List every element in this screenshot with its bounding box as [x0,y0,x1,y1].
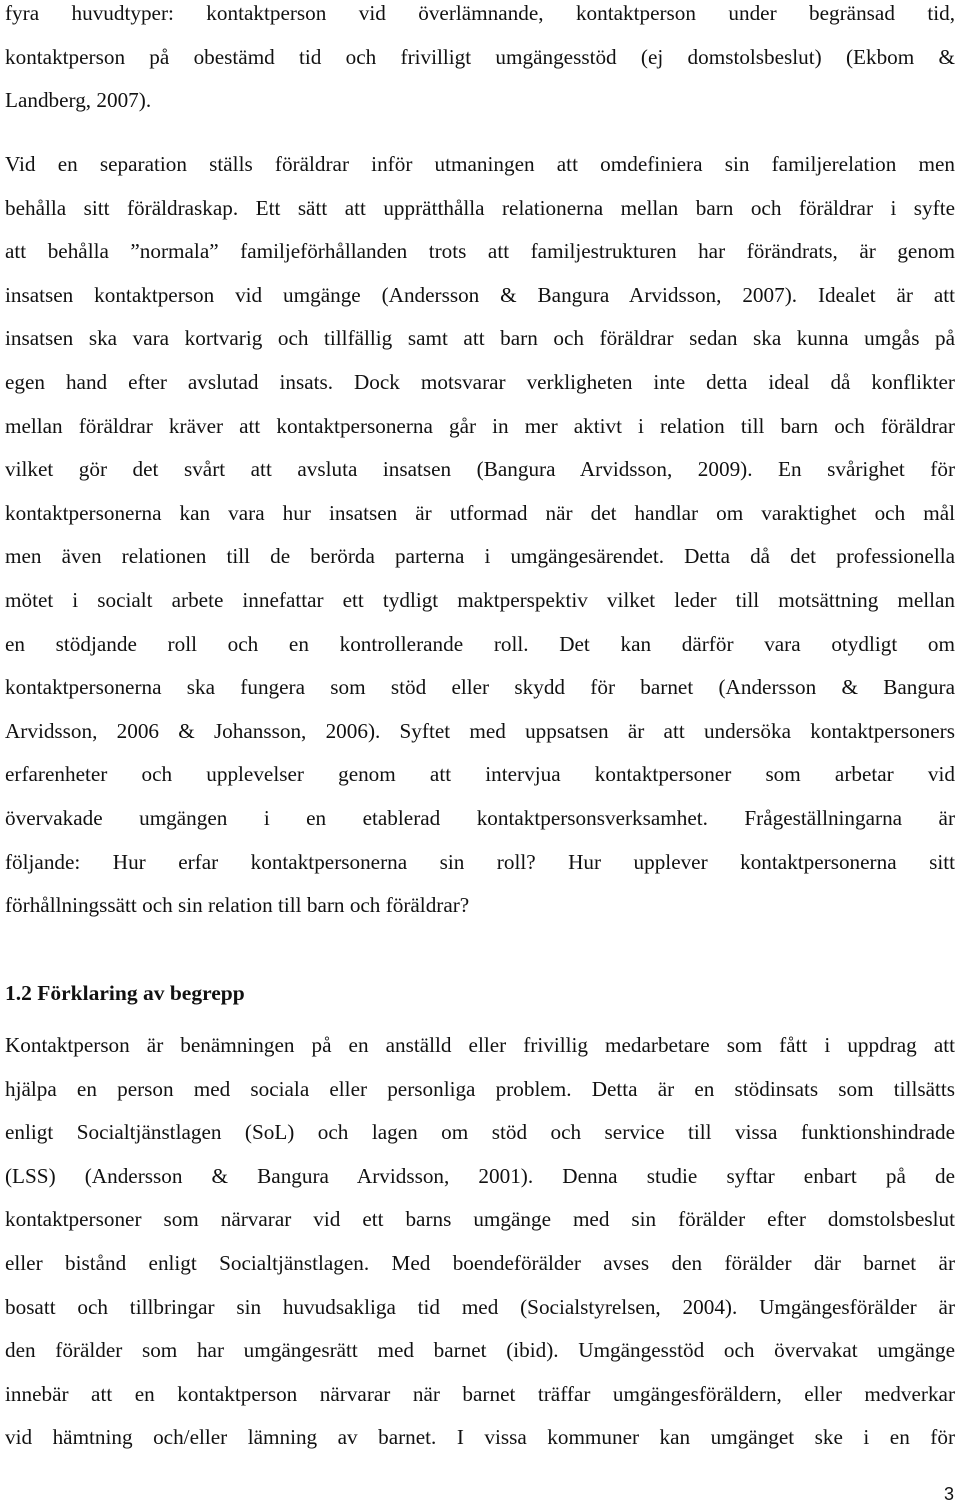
text-line: innebär att en kontaktperson närvarar när barnet träffar umgängesföräldern, eller medverkar [5,1381,955,1406]
text-line: förhållningssätt och sin relation till barn och föräldrar? [5,893,470,918]
text-line: vid hämtning och/eller lämning av barnet. I vissa kommuner kan umgänget ske i en för [5,1425,955,1450]
text-line: (LSS) (Andersson & Bangura Arvidsson, 2001). Denna studie syftar enbart på de [5,1163,955,1188]
text-line: en stödjande roll och en kontrollerande roll. Det kan därför vara otydligt om [5,631,955,656]
text-line: Landberg, 2007). [5,88,152,113]
text-line: insatsen ska vara kortvarig och tillfällig samt att barn och föräldrar sedan ska kunna umgås på [5,326,955,351]
text-line: bosatt och tillbringar sin huvudsakliga tid med (Socialstyrelsen, 2004). Umgängesförälder är [5,1294,955,1319]
text-line: enligt Socialtjänstlagen (SoL) och lagen om stöd och service till vissa funktionshindrade [5,1120,955,1145]
text-line: Arvidsson, 2006 & Johansson, 2006). Syftet med uppsatsen är att undersöka kontaktpersoners [5,718,955,743]
text-line: kontaktpersoner som närvarar vid ett barns umgänge med sin förälder efter domstolsbeslut [5,1207,955,1232]
text-line: egen hand efter avslutad insats. Dock motsvarar verkligheten inte detta ideal då konflikter [5,369,955,394]
text-line: vilket gör det svårt att avsluta insatsen (Bangura Arvidsson, 2009). En svårighet för [5,457,955,482]
paragraph-intro-continuation [5,0,955,123]
text-line: men även relationen till de berörda parterna i umgängesärendet. Detta då det professionella [5,544,955,569]
text-line: hjälpa en person med sociala eller personliga problem. Detta är en stödinsats som tillsätts [5,1076,955,1101]
paragraph-definitions [5,1024,955,1460]
text-line: fyra huvudtyper: kontaktperson vid överlämnande, kontaktperson under begränsad tid, [5,1,955,25]
text-line: kontaktpersonerna kan vara hur insatsen är utformad när det handlar om varaktighet och mål [5,500,955,525]
text-line: erfarenheter och upplevelser genom att intervjua kontaktpersoner som arbetar vid [5,762,955,787]
text-line: behålla sitt föräldraskap. Ett sätt att upprätthålla relationerna mellan barn och föräldrar i syfte [5,195,955,220]
text-line: Kontaktperson är benämningen på en anställd eller frivillig medarbetare som fått i uppdrag att [5,1033,955,1057]
page-number: 3 [943,1484,954,1504]
text-line: mellan föräldrar kräver att kontaktpersonerna går in mer aktivt i relation till barn och föräldrar [5,413,955,438]
text-line: mötet i socialt arbete innefattar ett tydligt maktperspektiv vilket leder till motsättning mellan [5,587,955,612]
text-line: följande: Hur erfar kontaktpersonerna sin roll? Hur upplever kontaktpersonerna sitt [5,849,955,874]
text-line: övervakade umgängen i en etablerad kontaktpersonsverksamhet. Frågeställningarna är [5,805,955,830]
text-line: kontaktperson på obestämd tid och frivilligt umgängesstöd (ej domstolsbeslut) (Ekbom & [5,44,955,69]
paragraph-separation [5,143,955,928]
text-line: den förälder som har umgängesrätt med barnet (ibid). Umgängesstöd och övervakat umgänge [5,1338,955,1363]
text-line: eller bistånd enligt Socialtjänstlagen. Med boendeförälder avses den förälder där barnet är [5,1250,955,1275]
text-line: Vid en separation ställs föräldrar inför utmaningen att omdefiniera sin familjerelation men [5,152,955,176]
text-line: kontaktpersonerna ska fungera som stöd eller skydd för barnet (Andersson & Bangura [5,675,955,700]
section-heading: 1.2 Förklaring av begrepp [5,981,245,1005]
text-line: insatsen kontaktperson vid umgänge (Andersson & Bangura Arvidsson, 2007). Idealet är att [5,282,955,307]
text-line: att behålla ”normala” familjeförhållanden trots att familjestrukturen har förändrats, är genom [5,239,955,264]
